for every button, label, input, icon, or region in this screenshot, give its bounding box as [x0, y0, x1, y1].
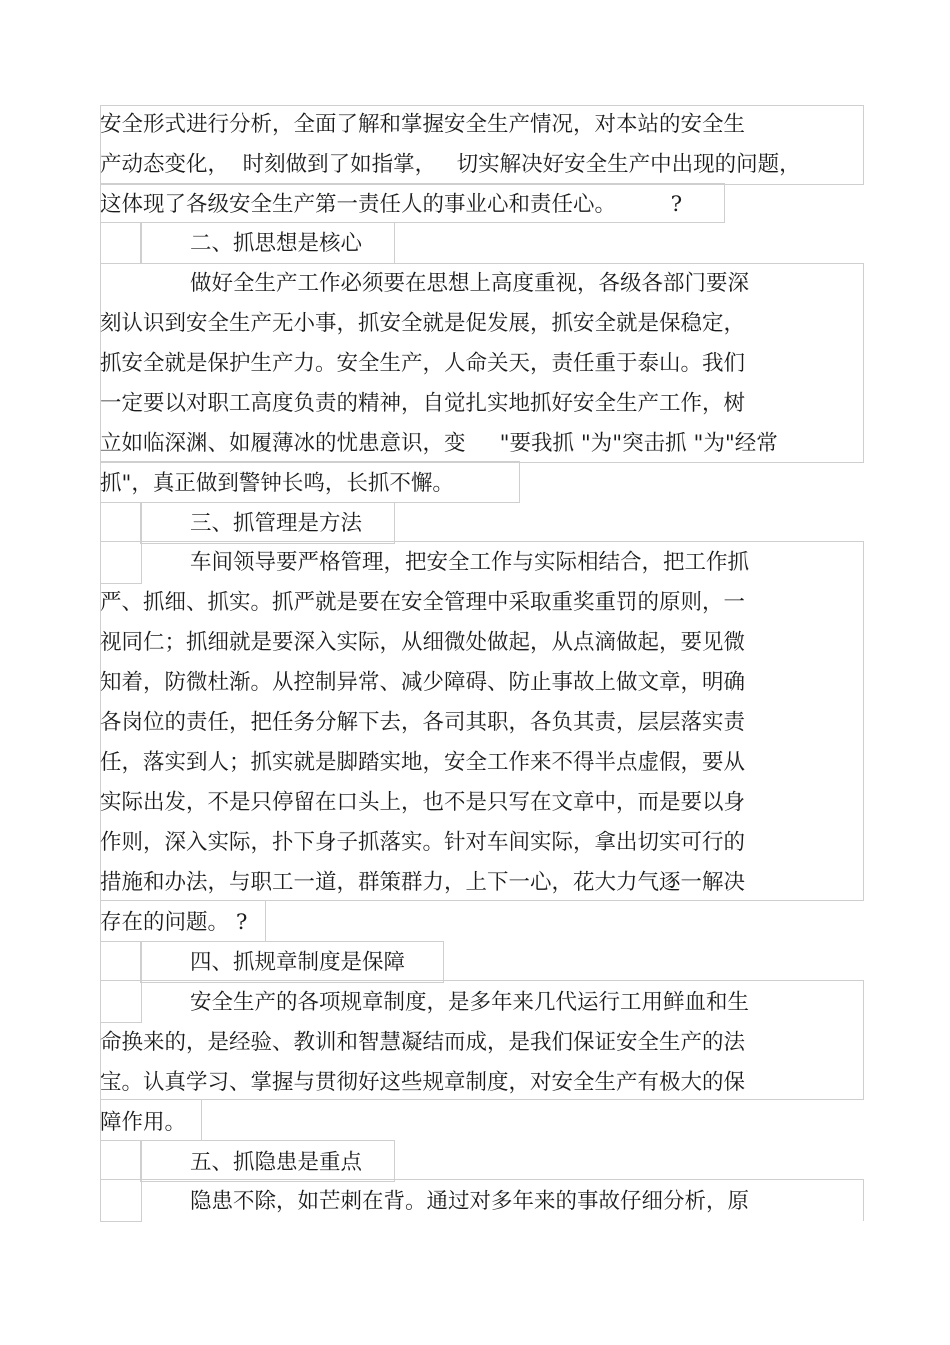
text-line: 障作用。: [100, 1110, 187, 1135]
text-line: 立如临深渊、如履薄冰的忧患意识，变 "要我抓 "为"突击抓 "为"经常: [100, 431, 778, 456]
text-line: 各岗位的责任，把任务分解下去，各司其职，各负其责，层层落实责: [100, 710, 746, 735]
text-line: 知着，防微杜渐。从控制异常、减少障碍、防止事故上做文章，明确: [100, 670, 746, 695]
text-line: 产动态变化， 时刻做到了如指掌， 切实解决好安全生产中出现的问题，: [100, 152, 801, 177]
text-line: 存在的问题。 ?: [100, 910, 248, 935]
text-line: 抓安全就是保护生产力。安全生产，人命关天，责任重于泰山。我们: [100, 351, 746, 376]
text-line: 实际出发，不是只停留在口头上，也不是只写在文章中，而是要以身: [100, 790, 746, 815]
section-heading: 二、抓思想是核心: [190, 231, 363, 256]
text-line: 作则，深入实际，扑下身子抓落实。针对车间实际，拿出切实可行的: [100, 830, 746, 855]
text-line: 隐患不除，如芒刺在背。通过对多年来的事故仔细分析，原: [190, 1189, 750, 1214]
text-line: 视同仁；抓细就是要深入实际，从细微处做起，从点滴做起，要见微: [100, 630, 746, 655]
text-line: 措施和办法，与职工一道，群策群力，上下一心，花大力气逐一解决: [100, 870, 746, 895]
text-line: 抓"，真正做到警钟长鸣，长抓不懈。: [100, 471, 454, 496]
section-heading: 五、抓隐患是重点: [190, 1150, 363, 1175]
text-line: 这体现了各级安全生产第一责任人的事业心和责任心。 ?: [100, 192, 683, 217]
text-line: 命换来的，是经验、教训和智慧凝结而成，是我们保证安全生产的法: [100, 1030, 746, 1055]
section-heading: 三、抓管理是方法: [190, 511, 363, 536]
text-line: 一定要以对职工高度负责的精神，自觉扎实地抓好安全生产工作，树: [100, 391, 746, 416]
text-line: 任，落实到人；抓实就是脚踏实地，安全工作来不得半点虚假，要从: [100, 750, 746, 775]
text-line: 宝。认真学习、掌握与贯彻好这些规章制度，对安全生产有极大的保: [100, 1070, 746, 1095]
text-line: 车间领导要严格管理，把安全工作与实际相结合，把工作抓: [190, 550, 750, 575]
text-line: 做好全生产工作必须要在思想上高度重视，各级各部门要深: [190, 271, 750, 296]
section-heading: 四、抓规章制度是保障: [190, 950, 406, 975]
text-line: 严、抓细、抓实。抓严就是要在安全管理中采取重奖重罚的原则，一: [100, 590, 746, 615]
frame-box: [100, 222, 142, 264]
text-line: 安全形式进行分析，全面了解和掌握安全生产情况，对本站的安全生: [100, 112, 746, 137]
text-line: 刻认识到安全生产无小事，抓安全就是促发展，抓安全就是保稳定，: [100, 311, 746, 336]
text-line: 安全生产的各项规章制度，是多年来几代运行工用鲜血和生: [190, 990, 750, 1015]
